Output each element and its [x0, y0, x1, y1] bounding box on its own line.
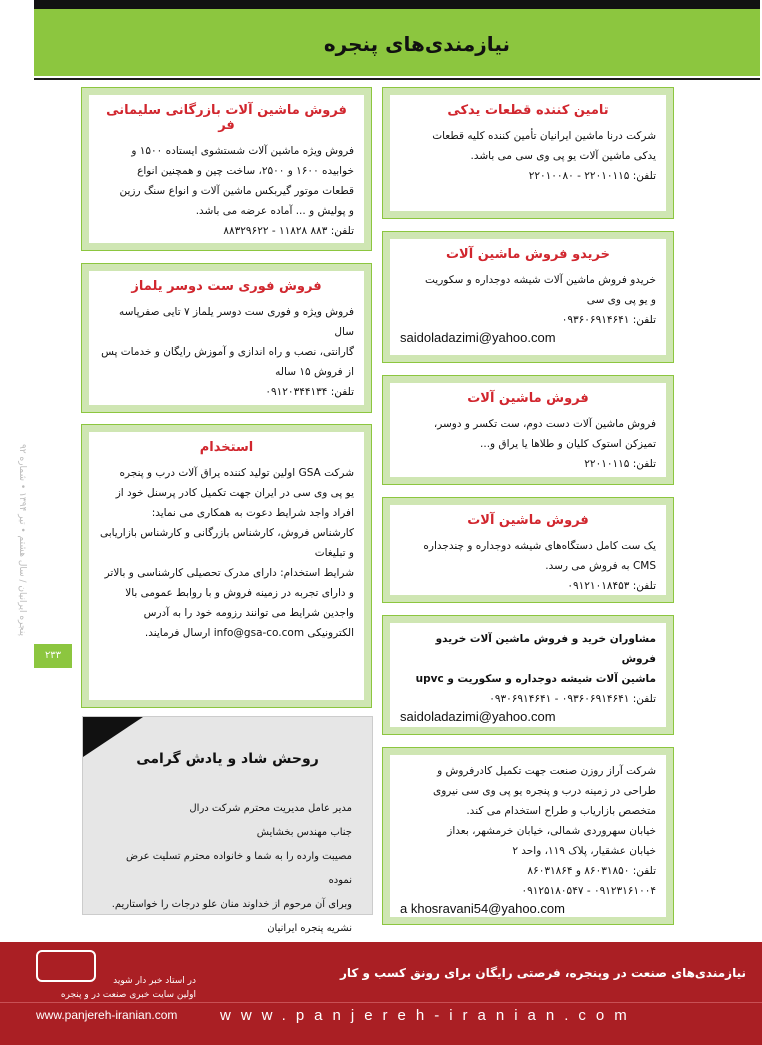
ad-phone: تلفن: ۸۸۳ ۱۱۸۲۸ - ۸۸۳۲۹۶۲۲: [223, 225, 354, 237]
ad-line: از فروش ۱۵ ساله: [275, 366, 354, 378]
ad-line: گارانتی، نصب و راه اندازی و آموزش رایگان و خدمات پس: [101, 346, 354, 358]
ad-title: تامین کننده قطعات یدکی: [447, 103, 609, 118]
ad-line: افراد واجد شرایط دعوت به همکاری می نماید:: [151, 507, 354, 519]
ad-line: خوابیده ۱۶۰۰ و ۲۵۰۰، ساخت چین و همچنین انواع: [137, 165, 354, 177]
obituary-text: [102, 797, 352, 941]
ad-used-machines: [383, 376, 673, 484]
ad-line: و پولیش و ... آماده عرضه می باشد.: [195, 205, 354, 217]
side-caption: [10, 440, 30, 650]
ad-line: و دارای تجربه در زمینه فروش و با روابط عمومی بالا: [125, 587, 354, 599]
side-caption-text: پنجره ایرانیان / سال هشتم • تیر ۱۳۹۴ • شماره ۹۲: [17, 443, 27, 637]
ad-line: خریدو فروش ماشین آلات شیشه دوجداره و سکوریت: [424, 274, 656, 286]
ad-line: تمیزکن استوک کلیان و طلاها یا یراق و...: [480, 438, 656, 450]
ad-line: CMS به فروش می رسد.: [545, 560, 656, 572]
logo-tagline: در استاد خبر دار شوید: [113, 976, 196, 986]
ad-spare-parts: [383, 88, 673, 218]
obituary-line: مصیبت وارده را به شما و خانواده محترم تسلیت عرض نموده: [125, 851, 352, 886]
ad-line: قطعات موتور گیربکس ماشین آلات و انواع سنگ رزین: [119, 185, 354, 197]
ad-phone: تلفن: ۸۶۰۳۱۸۵۰ و ۸۶۰۳۱۸۶۴: [527, 865, 656, 877]
ad-soleimanifar: [82, 88, 371, 250]
obituary-line: مدیر عامل مدیریت محترم شرکت درال: [189, 803, 352, 814]
footer-url[interactable]: www.panjereh-iranian.com: [220, 1007, 637, 1024]
ad-title: استخدام: [199, 440, 254, 455]
ad-araz-hiring: [383, 748, 673, 924]
obituary-line: وبرای آن مرحوم از خداوند منان علو درجات را خواستاریم.: [111, 899, 352, 910]
ad-title: خریدو فروش ماشین آلات: [445, 247, 611, 262]
ad-line: واجدین شرایط می توانند رزومه خود را به آدرس: [143, 607, 354, 619]
ad-line: الکترونیکی info@gsa-co.com ارسال فرمایند.: [144, 627, 354, 639]
logo-tagline: اولین سایت خبری صنعت در و پنجره: [60, 990, 196, 1000]
obituary-line: جناب مهندس بخشایش: [256, 827, 352, 838]
ad-line: و تبلیغات: [314, 547, 354, 559]
ad-gsa-hiring: [82, 425, 371, 707]
ad-line: شرکت درنا ماشین ایرانیان تأمین کننده کلیه قطعات: [432, 130, 656, 142]
ad-line: شرایط استخدام: دارای مدرک تحصیلی کارشناسی و بالاتر: [104, 567, 354, 579]
ad-line: و یو پی وی سی: [586, 294, 656, 306]
obituary-title: روحش شاد و یادش گرامی: [136, 751, 319, 767]
ad-title: فروش ماشین آلات بازرگانی سلیمانی فر: [106, 103, 347, 133]
ad-title: فروش ماشین آلات: [467, 513, 589, 528]
ad-line: کارشناس فروش، کارشناس بازرگانی و کارشناس بازاریابی: [99, 527, 354, 539]
ad-line: فروش ویژه و فوری ست دوسر یلماز ۷ تایی صفرپاسه سال: [118, 306, 354, 338]
ad-phone: تلفن: ۰۹۳۶۰۶۹۱۴۶۴۱: [561, 314, 656, 326]
ad-line: یدکی ماشین آلات یو پی وی سی می باشد.: [470, 150, 656, 162]
ad-consultants: [383, 616, 673, 734]
ad-phone: تلفن: ۰۹۱۲۰۳۴۴۱۳۴: [265, 386, 354, 398]
ad-line: فروش ویژه ماشین آلات شستشوی ایستاده ۱۵۰۰ و: [131, 145, 354, 157]
ad-glass-line: [383, 498, 673, 602]
footer-slogan: نیازمندی‌های صنعت در وپنجره، فرصتی رایگان برای رونق کسب و کار: [339, 966, 746, 980]
page-header: [34, 0, 760, 80]
ad-line: ماشین آلات شیشه دوجداره و سکوریت و upvc: [415, 673, 656, 685]
ad-line: یک ست کامل دستگاه‌های شیشه دوجداره و چندجداره: [423, 540, 656, 552]
site-logo: [36, 950, 196, 1002]
ad-line: شرکت GSA اولین تولید کننده یراق آلات درب و پنجره: [119, 467, 354, 479]
ad-phone: تلفن: ۲۲۰۱۰۱۱۵: [584, 458, 656, 470]
ad-line: طراحی در زمینه درب و پنجره یو پی وی سی نیروی: [433, 785, 656, 797]
footer-url-small[interactable]: www.panjereh-iranian.com: [36, 1008, 178, 1022]
obituary-line: نشریه پنجره ایرانیان: [267, 923, 352, 934]
page-number: ۲۳۳: [34, 644, 72, 668]
ad-line: مشاوران خرید و فروش ماشین آلات خریدو فروش: [435, 633, 656, 665]
ad-title: فروش ماشین آلات: [467, 391, 589, 406]
ad-email: a khosravani54@yahoo.com: [400, 901, 565, 916]
footer-divider: [0, 1002, 762, 1003]
ad-buy-sell-machines: [383, 232, 673, 362]
ad-phone: تلفن: ۰۹۳۶۰۶۹۱۴۶۴۱ - ۰۹۳۰۶۹۱۴۶۴۱: [489, 693, 656, 705]
obituary-box: [82, 716, 373, 934]
ad-line: متخصص بازاریاب و طراح استخدام می کند.: [466, 805, 656, 817]
ad-yilmaz: [82, 264, 371, 412]
ad-line: شرکت آراز روزن صنعت جهت تکمیل کادرفروش و: [437, 765, 656, 777]
ad-email: saidoladazimi@yahoo.com: [400, 709, 556, 724]
ad-phone: ۰۹۱۲۳۱۶۱۰۰۴ - ۰۹۱۲۵۱۸۰۵۴۷: [521, 885, 656, 897]
ad-line: فروش ماشین آلات دست دوم، ست تکسر و دوسر،: [433, 418, 656, 430]
ad-phone: تلفن: ۰۹۱۲۱۰۱۸۴۵۳: [567, 580, 656, 592]
ad-email: saidoladazimi@yahoo.com: [400, 330, 556, 345]
ad-line: خیابان عشقیار، پلاک ۱۱۹، واحد ۲: [512, 845, 656, 857]
ad-title: فروش فوری ست دوسر یلماز: [131, 279, 322, 294]
ad-phone: تلفن: ۲۲۰۱۰۱۱۵ - ۲۲۰۱۰۰۸۰: [528, 170, 656, 182]
ad-line: خیابان سهروردی شمالی، خیابان خرمشهر، بعداز: [447, 825, 656, 837]
ad-line: یو پی وی سی در ایران جهت تکمیل کادر پرسنل خود از: [115, 487, 354, 499]
page-title: نیازمندی‌های پنجره: [323, 32, 510, 56]
